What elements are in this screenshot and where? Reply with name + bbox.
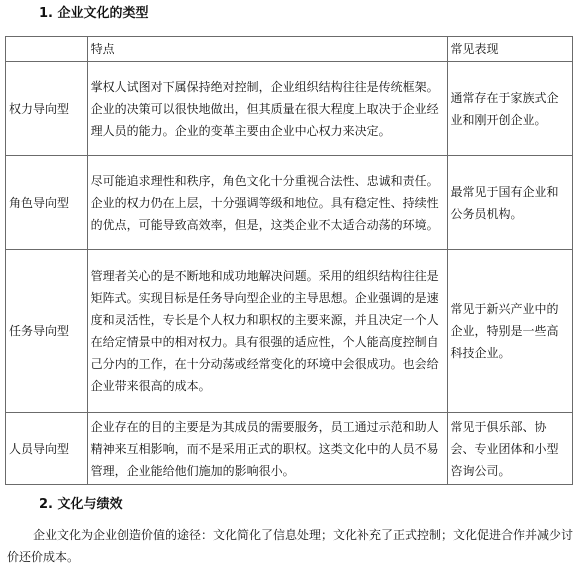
culture-types-table [5,36,573,485]
header-features: 特点 [87,37,447,62]
header-type [6,37,88,62]
type-cell: 角色导向型 [6,156,88,250]
features-cell: 企业存在的目的主要是为其成员的需要服务，员工通过示范和助人精神来互相影响，而不是采用正式的职权。这类文化中的人员不易管理，企业能给他们施加的影响很小。 [87,413,447,485]
features-cell: 管理者关心的是不断地和成功地解决问题。采用的组织结构往往是矩阵式。实现目标是任务导向型企业的主导思想。企业强调的是速度和灵活性，专长是个人权力和职权的主要来源，并且决定一个人在给定情景中的相对权力。具有很强的适应性，个人能高度控制自己分内的工作，在十分动荡或经常变化的环境中会很成功。也会给企业带来很高的成本。 [87,250,447,413]
table-row [6,413,573,485]
manifestation-cell: 常见于俱乐部、协会、专业团体和小型咨询公司。 [447,413,572,485]
section-heading-culture-performance: 2. 文化与绩效 [39,497,123,512]
table-row [6,250,573,413]
features-cell: 尽可能追求理性和秩序，角色文化十分重视合法性、忠诚和责任。企业的权力仍在上层，十分强调等级和地位。具有稳定性、持续性的优点，可能导致高效率，但是，这类企业不太适合动荡的环境。 [87,156,447,250]
table-header-row [6,37,573,62]
features-cell: 掌权人试图对下属保持绝对控制，企业组织结构往往是传统框架。企业的决策可以很快地做出，但其质量在很大程度上取决于企业经理人员的能力。企业的变革主要由企业中心权力来决定。 [87,62,447,156]
manifestation-cell: 最常见于国有企业和公务员机构。 [447,156,572,250]
culture-value-paragraph: 企业文化为企业创造价值的途径：文化简化了信息处理；文化补充了正式控制；文化促进合作并减少讨价还价成本。 [7,528,574,564]
type-cell: 人员导向型 [6,413,88,485]
section-heading-culture-types: 1. 企业文化的类型 [39,6,149,21]
manifestation-cell: 通常存在于家族式企业和刚开创企业。 [447,62,572,156]
manifestation-cell: 常见于新兴产业中的企业，特别是一些高科技企业。 [447,250,572,413]
type-cell: 任务导向型 [6,250,88,413]
table-row [6,156,573,250]
header-manifestation: 常见表现 [447,37,572,62]
type-cell: 权力导向型 [6,62,88,156]
table-row [6,62,573,156]
